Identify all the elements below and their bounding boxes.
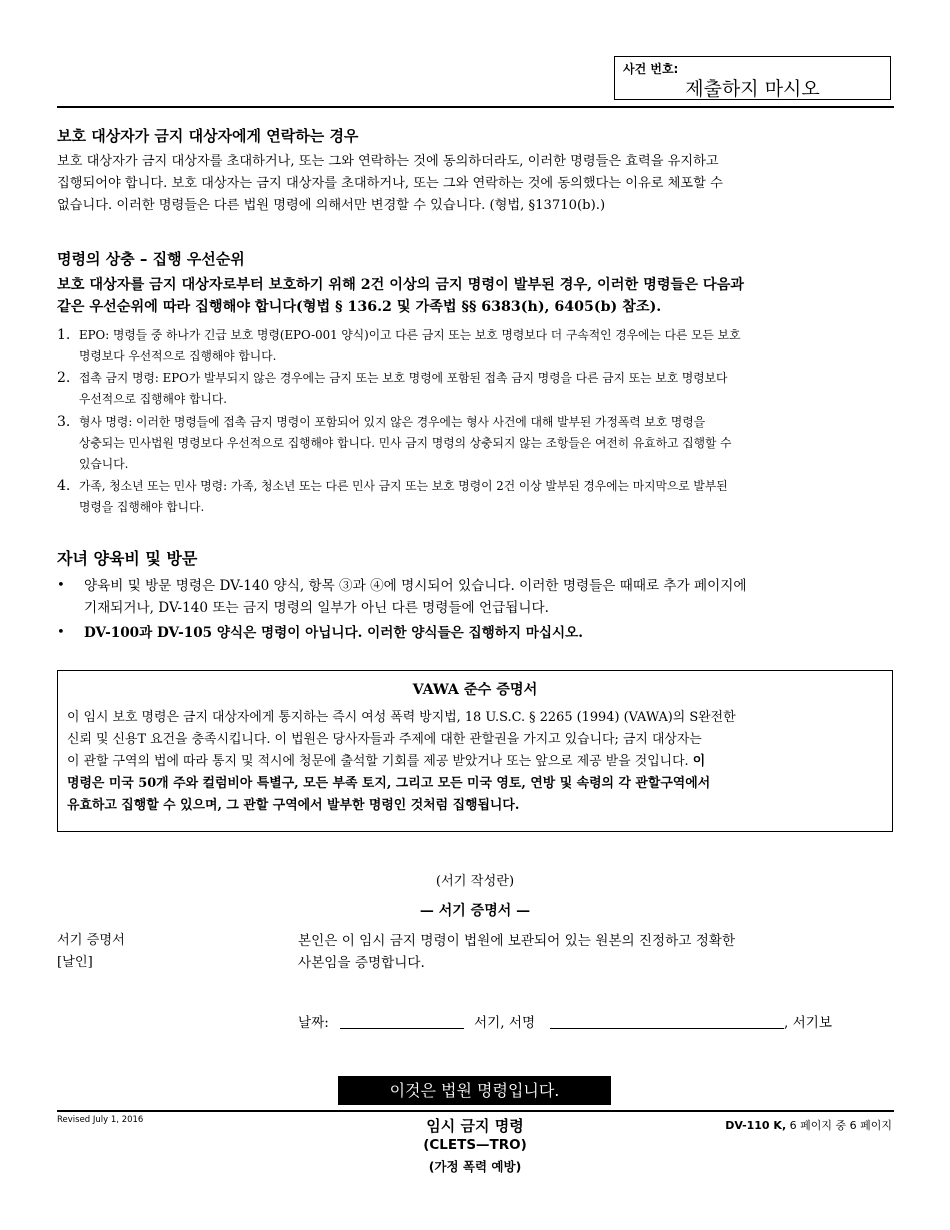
bullet-not-orders: DV-100과 DV-105 양식은 명령이 아닙니다. 이러한 양식들은 집행하지 마십시오. [84, 625, 583, 641]
text-line: 사본임을 증명합니다. [298, 955, 425, 971]
text-line-bold: 명령은 미국 50개 주와 컬럼비아 특별구, 모든 부족 토지, 그리고 모든 미국 영토, 연방 및 속령의 각 관할구역에서 [67, 776, 711, 791]
text-line: [날인] [57, 955, 93, 970]
clerk-signature-label: 서기, 서명 [474, 1015, 536, 1031]
form-id: DV-110 K, [725, 1119, 787, 1132]
priority-item-criminal [79, 412, 889, 475]
text-line: 집행되어야 합니다. 보호 대상자는 금지 대상자를 초대하거나, 또는 그와 연락하는 것에 동의했다는 이유로 체포할 수 [57, 176, 723, 191]
text-line: 보호 대상자를 금지 대상자로부터 보호하기 위해 2건 이상의 금지 명령이 발부된 경우, 이러한 명령들은 다음과 [57, 277, 744, 293]
bullet-icon: • [57, 625, 65, 640]
priority-item-civil [79, 476, 889, 518]
text-line: 없습니다. 이러한 명령들은 다른 법원 명령에 의해서만 변경할 수 있습니다. (형법, §13710(b).) [57, 198, 606, 213]
priority-item-epo [79, 325, 889, 367]
page-number: 6 페이지 중 6 페이지 [789, 1119, 892, 1132]
text-line: 이 임시 보호 명령은 금지 대상자에게 통지하는 즉시 여성 폭력 방지법, 18 U.S.C. § 2265 (1994) (VAWA)의 S완전한 [67, 710, 736, 725]
vawa-title: VAWA 준수 증명서 [412, 682, 538, 698]
item-number: 3. [57, 414, 71, 430]
case-number-label: 사건 번호: [623, 62, 679, 76]
vawa-body [67, 707, 887, 817]
case-number-value: 제출하지 마시오 [685, 78, 820, 100]
text-line: 같은 우선순위에 따라 집행해야 합니다(형법 § 136.2 및 가족법 §§ 6383(h), 6405(b) 참조). [57, 299, 662, 315]
form-subtitle-dv: (가정 폭력 예방) [428, 1159, 522, 1174]
priority-item-no-contact [79, 368, 889, 410]
date-field[interactable] [340, 1028, 464, 1029]
text-line: 명령을 집행해야 합니다. [79, 500, 205, 514]
text-line: 본인은 이 임시 금지 명령이 법원에 보관되어 있는 원본의 진정하고 정확한 [298, 933, 736, 949]
court-order-banner: 이것은 법원 명령입니다. [338, 1076, 611, 1105]
text-line: 접촉 금지 명령: EPO가 발부되지 않은 경우에는 금지 또는 보호 명령에 포함된 접촉 금지 명령을 다른 금지 또는 보호 명령보다 [79, 371, 728, 385]
section-title-conflicting-orders: 명령의 상충 – 집행 우선순위 [57, 250, 245, 268]
text-line: 우선적으로 집행해야 합니다. [79, 392, 227, 406]
section-title-contact: 보호 대상자가 금지 대상자에게 연락하는 경우 [57, 127, 359, 145]
clerk-certificate-title: — 서기 증명서 — [419, 903, 531, 919]
text-line: 상충되는 민사법원 명령보다 우선적으로 집행해야 합니다. 민사 금지 명령의 상충되지 않는 조항들은 여전히 유효하고 집행할 수 [79, 436, 732, 450]
section-title-child-support: 자녀 양육비 및 방문 [57, 549, 198, 568]
clerk-signature-field[interactable] [550, 1028, 784, 1029]
text-line: 신뢰 및 신용T 요건을 충족시킵니다. 이 법원은 당사자들과 주제에 대한 관할권을 가지고 있습니다; 금지 대상자는 [67, 732, 702, 747]
bullet-icon: • [57, 578, 65, 593]
clerk-statement [298, 930, 888, 974]
text-line: 가족, 청소년 또는 민사 명령: 가족, 청소년 또는 다른 민사 금지 또는 보호 명령이 2건 이상 발부된 경우에는 마지막으로 발부된 [79, 479, 728, 493]
item-number: 2. [57, 370, 71, 386]
vawa-certificate-box [57, 670, 893, 832]
form-page-info [660, 1117, 892, 1133]
text-line: 서기 증명서 [57, 933, 125, 948]
clerk-space-label: (서기 작성란) [435, 874, 515, 889]
date-label: 날짜: [298, 1015, 329, 1031]
case-number-box [614, 56, 891, 100]
text-line: 형사 명령: 이러한 명령들에 접촉 금지 명령이 포함되어 있지 않은 경우에는 형사 사건에 대해 발부된 가정폭력 보호 명령을 [79, 415, 706, 429]
section-body-contact [57, 151, 897, 217]
form-title: 임시 금지 명령 [426, 1117, 524, 1135]
item-number: 4. [57, 478, 71, 494]
deputy-label: , 서기보 [784, 1015, 833, 1031]
text-line: 기재되거나, DV-140 또는 금지 명령의 일부가 아닌 다른 명령들에 언급됩니다. [84, 600, 549, 616]
text-line [67, 751, 887, 773]
header-divider [57, 106, 894, 108]
text-line: 명령보다 우선적으로 집행해야 합니다. [79, 349, 277, 363]
text-line: 있습니다. [79, 457, 129, 471]
bullet-support-visitation [84, 575, 894, 619]
form-subtitle-clets: (CLETS—TRO) [423, 1137, 527, 1153]
revised-date: Revised July 1, 2016 [57, 1115, 144, 1125]
item-number: 1. [57, 327, 71, 343]
text-line: 양육비 및 방문 명령은 DV-140 양식, 항목 ③과 ④에 명시되어 있습니다. 이러한 명령들은 때때로 추가 페이지에 [84, 578, 747, 594]
text-segment-bold: 이 [692, 754, 706, 769]
text-line: 보호 대상자가 금지 대상자를 초대하거나, 또는 그와 연락하는 것에 동의하더라도, 이러한 명령들은 효력을 유지하고 [57, 154, 719, 169]
text-line: EPO: 명령들 중 하나가 긴급 보호 명령(EPO-001 양식)이고 다른 금지 또는 보호 명령보다 더 구속적인 경우에는 다른 모든 보호 [79, 328, 741, 342]
text-segment: 이 관할 구역의 법에 따라 통지 및 적시에 청문에 출석할 기회를 제공 받았거나 또는 앞으로 제공 받을 것입니다. [67, 754, 693, 769]
section-intro-priority [57, 274, 897, 318]
footer-divider [57, 1110, 894, 1112]
clerk-side-label [57, 930, 125, 974]
text-line-bold: 유효하고 집행할 수 있으며, 그 관할 구역에서 발부한 명령인 것처럼 집행됩니다. [67, 798, 520, 813]
